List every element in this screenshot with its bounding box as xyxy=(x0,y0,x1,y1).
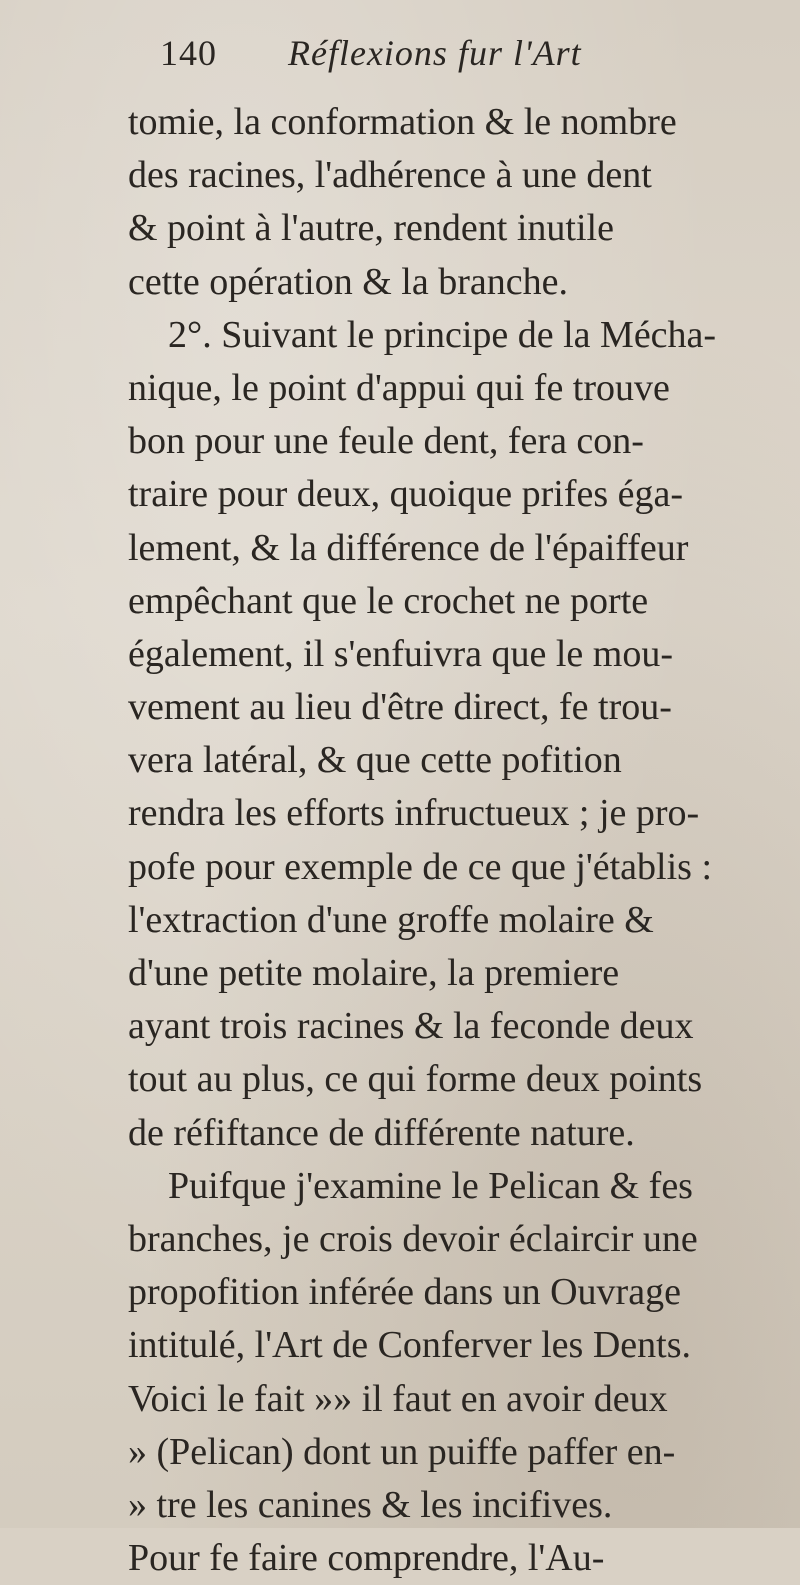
text-line: également, il s'enfuivra que le mou- xyxy=(128,632,673,675)
text-line: l'extraction d'une groffe molaire & xyxy=(128,898,654,941)
text-line: d'une petite molaire, la premiere xyxy=(128,952,620,994)
text-line: branches, je crois devoir éclaircir une xyxy=(128,1217,698,1260)
text-line: rendra les efforts infructueux ; je pro- xyxy=(128,792,700,835)
page-header xyxy=(160,32,720,86)
paragraph-start-line: Puifque j'examine le Pelican & fes xyxy=(168,1164,693,1207)
text-line: empêchant que le crochet ne porte xyxy=(128,579,649,622)
text-line: propofition inférée dans un Ouvrage xyxy=(128,1271,681,1314)
text-line: nique, le point d'appui qui fe trouve xyxy=(128,366,670,409)
text-line: cette opération & la branche. xyxy=(128,260,568,303)
text-line: & point à l'autre, rendent inutile xyxy=(128,207,614,250)
page-number: 140 xyxy=(160,33,217,73)
text-line: Voici le fait »» il faut en avoir deux xyxy=(128,1377,668,1420)
text-line: » (Pelican) dont un puiffe paffer en- xyxy=(128,1430,676,1473)
text-line: vera latéral, & que cette pofition xyxy=(128,739,622,782)
text-line: bon pour une feule dent, fera con- xyxy=(128,420,644,463)
text-line: tout au plus, ce qui forme deux points xyxy=(128,1058,703,1101)
text-line: pofe pour exemple de ce que j'établis : xyxy=(128,845,713,888)
text-line: des racines, l'adhérence à une dent xyxy=(128,154,652,197)
paragraph-start-line: 2°. Suivant le principe de la Mécha- xyxy=(168,313,717,356)
text-line: traire pour deux, quoique prifes éga- xyxy=(128,473,684,516)
text-line: Pour fe faire comprendre, l'Au- xyxy=(128,1537,605,1580)
running-head: Réflexions fur l'Art xyxy=(288,33,582,73)
text-line: intitulé, l'Art de Conferver les Dents. xyxy=(128,1324,691,1367)
text-line: de réfiftance de différente nature. xyxy=(128,1111,635,1154)
body-text xyxy=(128,96,784,1585)
text-line: ayant trois racines & la feconde deux xyxy=(128,1005,694,1048)
text-line: tomie, la conformation & le nombre xyxy=(128,101,677,143)
text-line: vement au lieu d'être direct, fe trou- xyxy=(128,686,672,729)
text-line: » tre les canines & les incifives. xyxy=(128,1483,613,1526)
text-line: lement, & la différence de l'épaiffeur xyxy=(128,526,689,569)
